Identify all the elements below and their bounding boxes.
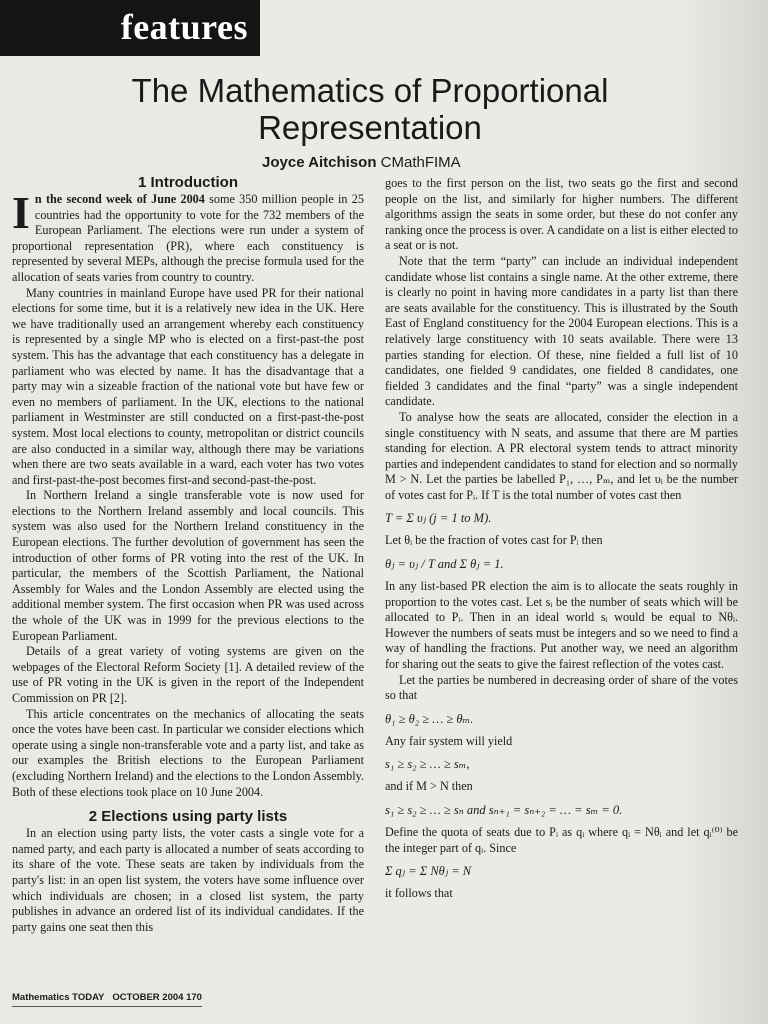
author-name: Joyce Aitchison <box>262 154 377 171</box>
section-banner <box>0 0 260 56</box>
page-number: 170 <box>186 992 202 1003</box>
left-column <box>12 174 364 935</box>
paragraph: Many countries in mainland Europe have used PR for their national elections for some time, but it is a relatively new idea in the UK. Here we have traditionally used an arrangement whereby each constituency is represented by a single MP who is elected on a first-past-the post system. This has the advantage that each constituency has a delegate in parliament who was elected by name. It has the disadvantage that a party may win a sizeable fraction of the national vote but have few or even no members of parliament. In the UK, elections to the national parliament in Westminster are still conducted on a first-past-the-post system. Most local elections to county, metropolitan or district councils are also conducted in a similar way, although there may be variations when there are two seats available in a ward, each voter has two votes and first-past-the-post becomes first-and second-past-the-post. <box>12 285 364 487</box>
equation: θⱼ = υⱼ / T and Σ θⱼ = 1. <box>385 557 504 572</box>
paragraph: Details of a great variety of voting systems are given on the webpages of the Electoral Reform Society [1]. A detailed review of the use of PR voting in the UK is given in the report of the Independent Commission on PR [2]. <box>12 644 364 705</box>
section-tag: features <box>120 7 248 47</box>
title-line-2: Representation <box>258 109 482 146</box>
issue-date: OCTOBER 2004 <box>112 992 184 1003</box>
section-heading-introduction: 1 Introduction <box>138 174 238 191</box>
paragraph: Let the parties be numbered in decreasing order of share of the votes so that <box>385 672 738 703</box>
paragraph: To analyse how the seats are allocated, consider the election in a single constituency with N seats, and assume that there are M parties standing for election. A PR electoral system tends to attract minority parties and independent candidates to stand for election and so normally M > N. Let the parties be labelled P₁, …, Pₘ, and let υᵢ be the number of votes cast for Pᵢ. If T is the total number of votes cast then <box>385 409 738 502</box>
equation: s₁ ≥ s₂ ≥ … ≥ sₙ and sₙ₊₁ = sₙ₊₂ = … = sₘ = 0. <box>385 803 623 817</box>
paragraph: In Northern Ireland a single transferable vote is now used for elections to the Northern Ireland assembly and local councils. This system was also used for the Northern Ireland constituency in the European elections. The further devolution of government has seen the introduction of other forms of PR voting into the rest of the UK. In particular, the members of the Scottish Parliament, the National Assembly for Wales and the London Assembly are elected using the additional member system. The first occasion when PR was used across the whole of the UK was in 1999 for the previous elections to the European Parliament. <box>12 488 364 643</box>
equation: s₁ ≥ s₂ ≥ … ≥ sₘ, <box>385 757 470 772</box>
paragraph: Define the quota of seats due to Pᵢ as qᵢ where qᵢ = Nθᵢ and let qᵢ⁽⁰⁾ be the integer part of qᵢ. Since <box>385 825 738 855</box>
title-line-1: The Mathematics of Proportional <box>131 72 609 109</box>
equation: Σ qⱼ = Σ Nθⱼ = N <box>385 864 472 879</box>
paragraph: In any list-based PR election the aim is to allocate the seats roughly in proportion to the votes cast. Let sᵢ be the number of seats which will be allocated to Pᵢ. Then in an ideal world sᵢ would be equal to Nθᵢ. However the numbers of seats must be integers and so we need to find a way of handling the fractions. Put another way, we need an algorithm for sharing out the seats to give the fairest reflection of the votes cast. <box>385 579 738 672</box>
paragraph: Let θᵢ be the fraction of votes cast for Pᵢ then <box>385 533 603 548</box>
paragraph: goes to the first person on the list, two seats go the first and second people on the list, and similarly for higher numbers. The different algorithms assign the seats in some order, but these do not confer any ranking once the process is over. A candidate on a list is either elected to a seat or is not. <box>385 176 738 253</box>
right-column <box>385 176 738 902</box>
drop-cap: I <box>12 187 30 238</box>
page-footer <box>12 992 202 1003</box>
paragraph: it follows that <box>385 886 453 901</box>
article-title <box>60 72 680 146</box>
paragraph: In an election using party lists, the voter casts a single vote for a named party, and each party is allocated a number of seats according to its share of the vote. These seats are taken by individuals from the party's list: in an open list system, the voters have some influence over which individuals are chosen; in a closed list system, the party publishes in advance an ordered list of its individual candidates. If the party gains one seat then this <box>12 826 364 934</box>
lead-text: some 350 million people in 25 countries had the opportunity to vote for the 732 members of the European Parliament. The elections were run under a system of proportional representation (PR), where each constituency is represented by several MEPs, although the precise formula used for the allocation of seats varies from country to country. <box>12 192 364 284</box>
equation: θ₁ ≥ θ₂ ≥ … ≥ θₘ. <box>385 711 474 726</box>
footer-rule <box>12 1006 202 1007</box>
author-credentials: CMathFIMA <box>380 154 461 171</box>
paragraph: This article concentrates on the mechanics of allocating the seats once the votes have been cast. In particular we consider elections which operate using a single non-transferable vote and a party list, and take as our examples the British elections to the European Parliament (excluding Northern Ireland) and the elections to the London Assembly. Both of these elections took place on 10 June 2004. <box>12 706 364 799</box>
author-line <box>262 154 461 171</box>
equation: T = Σ υⱼ (j = 1 to M). <box>385 511 492 526</box>
publication-name: Mathematics TODAY <box>12 992 105 1003</box>
paragraph <box>12 187 364 286</box>
paragraph: Note that the term “party” can include an individual independent candidate whose list contains a single name. At the other extreme, there is clearly no point in having more candidates in a party list than there are seats available for the constituency. This is illustrated by the South East of England constituency for the 2004 European elections. This is a relatively large constituency with 10 seats available. There were 13 parties standing for election. Of these, nine fielded a full list of 10 candidates, one fielded 9 candidates, one fielded 8 candidates, one fielded 3 candidates and the final “party” was a single independent candidate. <box>385 253 738 409</box>
lead-bold: n the second week of June 2004 <box>34 192 205 206</box>
paragraph: Any fair system will yield <box>385 733 513 748</box>
paragraph: and if M > N then <box>385 779 473 794</box>
section-heading-party-lists: 2 Elections using party lists <box>88 808 288 826</box>
